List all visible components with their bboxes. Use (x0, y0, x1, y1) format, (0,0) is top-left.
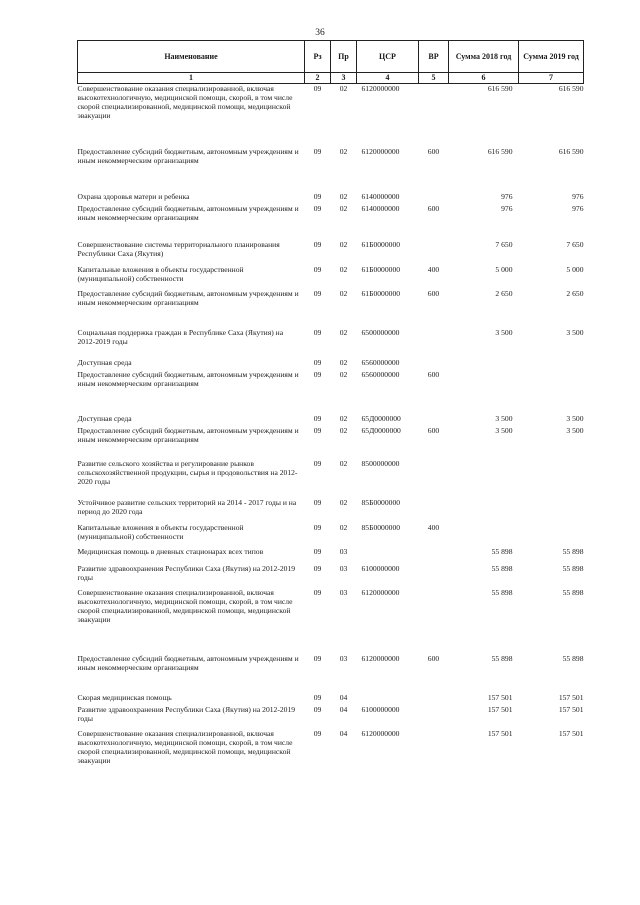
row-sum-2019-cell: 55 898 (562, 653, 584, 663)
row-csr-cell: 6140000000 (361, 203, 400, 213)
row-rz-cell: 09 (313, 357, 322, 367)
row-name-cell: Предоставление субсидий бюджетным, автономным учреждениям и иным некоммерческим организациям (77, 425, 299, 444)
row-vr-cell (419, 328, 449, 358)
row-vr-cell: 600 (427, 288, 440, 298)
row-sum-2018-cell: 157 501 (487, 704, 513, 714)
row-sum-2019-cell: 3 500 (566, 413, 584, 423)
row-vr-cell (419, 240, 449, 265)
row-vr-cell (419, 358, 449, 370)
row-sum-2018-cell (449, 498, 519, 523)
row-vr-cell (419, 414, 449, 426)
row-rz-cell: 09 (313, 546, 322, 556)
row-name-cell: Совершенствование оказания специализированной, включая высокотехнологичную, медицинской помощи, скорой, в том числе скорой специализированной, медицинской помощи, медицинской эвакуации (77, 728, 293, 765)
row-csr-cell: 6100000000 (361, 704, 400, 714)
row-pr-cell: 03 (339, 587, 348, 597)
row-sum-2019-cell (519, 523, 584, 547)
row-pr-cell: 04 (339, 704, 348, 714)
row-csr-cell: 85Б0000000 (361, 522, 401, 532)
row-sum-2018-cell: 157 501 (487, 728, 513, 738)
row-csr-cell: 61Б0000000 (361, 239, 401, 249)
row-pr-cell: 04 (339, 692, 348, 702)
row-rz-cell: 09 (313, 203, 322, 213)
table-body (78, 84, 584, 769)
row-vr-cell (419, 729, 449, 769)
row-name-cell: Предоставление субсидий бюджетным, автономным учреждениям и иным некоммерческим организациям (77, 288, 299, 307)
table-row (78, 370, 584, 414)
row-sum-2019-cell: 55 898 (562, 546, 584, 556)
row-pr-cell: 02 (339, 369, 348, 379)
table-row (78, 729, 584, 769)
table-row (78, 204, 584, 240)
column-number: 7 (519, 73, 584, 84)
table-row (78, 147, 584, 192)
row-csr-cell: 6560000000 (361, 357, 400, 367)
table-row (78, 265, 584, 289)
row-sum-2019-cell: 2 650 (566, 288, 584, 298)
row-name-cell: Скорая медицинская помощь (77, 692, 172, 702)
column-number: 6 (449, 73, 519, 84)
row-rz-cell: 09 (313, 413, 322, 423)
row-csr-cell: 6120000000 (361, 653, 400, 663)
row-csr-cell: 6100000000 (361, 563, 400, 573)
row-vr-cell (419, 192, 449, 204)
table-row (78, 192, 584, 204)
table-row (78, 289, 584, 328)
row-pr-cell: 04 (339, 728, 348, 738)
table-row (78, 547, 584, 564)
row-rz-cell: 09 (313, 563, 322, 573)
row-sum-2019-cell (519, 459, 584, 498)
row-name-cell: Совершенствование оказания специализированной, включая высокотехнологичную, медицинской помощи, скорой, в том числе скорой специализированной, медицинской помощи, медицинской эвакуации (77, 84, 293, 121)
table-row (78, 588, 584, 654)
row-pr-cell: 02 (339, 425, 348, 435)
row-sum-2018-cell (449, 459, 519, 498)
row-pr-cell: 02 (339, 357, 348, 367)
row-vr-cell (419, 498, 449, 523)
row-sum-2018-cell: 5 000 (495, 264, 513, 274)
row-pr-cell: 02 (339, 458, 348, 468)
row-rz-cell: 09 (313, 288, 322, 298)
column-header-name: Наименование (78, 41, 305, 73)
row-name-cell: Развитие здравоохранения Республики Саха (Якутия) на 2012-2019 годы (77, 563, 296, 582)
row-name-cell: Доступная среда (77, 357, 132, 367)
row-sum-2019-cell: 616 590 (558, 146, 584, 156)
row-csr-cell (357, 547, 419, 564)
row-vr-cell: 400 (427, 522, 440, 532)
column-number: 1 (78, 73, 305, 84)
row-pr-cell: 02 (339, 146, 348, 156)
column-header-csr: ЦСР (357, 41, 419, 73)
row-pr-cell: 02 (339, 191, 348, 201)
row-rz-cell: 09 (313, 728, 322, 738)
row-sum-2018-cell: 976 (501, 203, 513, 213)
row-sum-2018-cell: 55 898 (491, 587, 513, 597)
table-row (78, 564, 584, 588)
row-sum-2019-cell (519, 370, 584, 414)
row-pr-cell: 02 (339, 522, 348, 532)
row-sum-2018-cell: 7 650 (495, 239, 513, 249)
row-csr-cell: 85Б0000000 (361, 497, 401, 507)
row-pr-cell: 02 (339, 84, 348, 93)
row-rz-cell: 09 (313, 191, 322, 201)
table-header (78, 41, 584, 84)
row-csr-cell: 61Б0000000 (361, 264, 401, 274)
table-row (78, 84, 584, 147)
row-sum-2019-cell: 976 (572, 191, 584, 201)
row-vr-cell: 400 (427, 264, 440, 274)
row-name-cell: Капитальные вложения в объекты государственной (муниципальной) собственности (77, 522, 244, 541)
row-pr-cell: 02 (339, 264, 348, 274)
row-pr-cell: 02 (339, 288, 348, 298)
row-vr-cell: 600 (427, 203, 440, 213)
row-sum-2019-cell (519, 358, 584, 370)
table-row (78, 693, 584, 705)
row-sum-2019-cell: 3 500 (566, 425, 584, 435)
row-rz-cell: 09 (313, 653, 322, 663)
row-vr-cell: 600 (427, 653, 440, 663)
table-row (78, 328, 584, 358)
row-name-cell: Доступная среда (77, 413, 132, 423)
row-csr-cell: 6140000000 (361, 191, 400, 201)
row-sum-2019-cell: 7 650 (566, 239, 584, 249)
row-sum-2019-cell: 157 501 (558, 704, 584, 714)
row-pr-cell: 03 (339, 563, 348, 573)
column-number: 4 (357, 73, 419, 84)
row-csr-cell: 6120000000 (361, 146, 400, 156)
row-sum-2018-cell: 3 500 (495, 425, 513, 435)
row-sum-2018-cell: 616 590 (487, 84, 513, 93)
row-vr-cell (419, 459, 449, 498)
row-rz-cell: 09 (313, 239, 322, 249)
row-sum-2018-cell: 55 898 (491, 546, 513, 556)
row-csr-cell: 61Б0000000 (361, 288, 401, 298)
column-number: 5 (419, 73, 449, 84)
row-name-cell: Развитие сельского хозяйства и регулирование рынков сельскохозяйственной продукции, сырья и продовольствия на 2012-2020 годы (77, 458, 298, 486)
row-rz-cell: 09 (313, 458, 322, 468)
table-row (78, 523, 584, 547)
row-sum-2018-cell: 976 (501, 191, 513, 201)
row-vr-cell (419, 705, 449, 729)
table-row (78, 459, 584, 498)
row-rz-cell: 09 (313, 146, 322, 156)
row-pr-cell: 02 (339, 413, 348, 423)
row-pr-cell: 02 (339, 239, 348, 249)
row-name-cell: Охрана здоровья матери и ребенка (77, 191, 190, 201)
row-sum-2019-cell: 616 590 (558, 84, 584, 93)
row-sum-2018-cell: 157 501 (487, 692, 513, 702)
row-sum-2018-cell (449, 370, 519, 414)
table-row (78, 654, 584, 693)
row-vr-cell (419, 547, 449, 564)
row-sum-2018-cell: 2 650 (495, 288, 513, 298)
row-csr-cell (357, 693, 419, 705)
row-sum-2019-cell: 55 898 (562, 587, 584, 597)
row-csr-cell: 6560000000 (361, 369, 400, 379)
row-rz-cell: 09 (313, 264, 322, 274)
row-csr-cell: 65Д0000000 (361, 425, 401, 435)
row-vr-cell (419, 693, 449, 705)
row-csr-cell: 6120000000 (361, 587, 400, 597)
row-name-cell: Развитие здравоохранения Республики Саха (Якутия) на 2012-2019 годы (77, 704, 296, 723)
row-sum-2018-cell: 3 500 (495, 327, 513, 337)
row-sum-2018-cell: 55 898 (491, 653, 513, 663)
column-number: 3 (331, 73, 357, 84)
row-name-cell: Медицинская помощь в дневных стационарах всех типов (77, 546, 264, 556)
row-vr-cell: 600 (427, 369, 440, 379)
column-header-pr: Пр (331, 41, 357, 73)
table-row (78, 498, 584, 523)
row-sum-2018-cell: 616 590 (487, 146, 513, 156)
row-rz-cell: 09 (313, 587, 322, 597)
row-rz-cell: 09 (313, 425, 322, 435)
row-name-cell: Социальная поддержка граждан в Республике Саха (Якутия) на 2012-2019 годы (77, 327, 284, 346)
table-row (78, 358, 584, 370)
row-sum-2019-cell: 3 500 (566, 327, 584, 337)
row-name-cell: Предоставление субсидий бюджетным, автономным учреждениям и иным некоммерческим организациям (77, 369, 299, 388)
row-csr-cell: 8500000000 (361, 458, 400, 468)
row-vr-cell: 600 (427, 425, 440, 435)
column-header-sum-2019: Сумма 2019 год (519, 41, 584, 73)
row-rz-cell: 09 (313, 497, 322, 507)
row-sum-2019-cell: 157 501 (558, 692, 584, 702)
row-pr-cell: 03 (339, 653, 348, 663)
row-csr-cell: 6120000000 (361, 728, 400, 738)
row-rz-cell: 09 (313, 704, 322, 714)
row-sum-2018-cell (449, 358, 519, 370)
row-pr-cell: 02 (339, 203, 348, 213)
table-row (78, 414, 584, 426)
row-rz-cell: 09 (313, 692, 322, 702)
row-rz-cell: 09 (313, 327, 322, 337)
column-number: 2 (305, 73, 331, 84)
row-vr-cell: 600 (427, 146, 440, 156)
row-pr-cell: 02 (339, 327, 348, 337)
row-sum-2019-cell (519, 498, 584, 523)
row-name-cell: Устойчивое развитие сельских территорий на 2014 - 2017 годы и на период до 2020 года (77, 497, 297, 516)
table-row (78, 240, 584, 265)
row-sum-2018-cell (449, 523, 519, 547)
row-pr-cell: 02 (339, 497, 348, 507)
row-vr-cell (419, 564, 449, 588)
row-name-cell: Совершенствование системы территориального планирования Республики Саха (Якутия) (77, 239, 280, 258)
row-vr-cell (419, 84, 449, 147)
row-name-cell: Предоставление субсидий бюджетным, автономным учреждениям и иным некоммерческим организациям (77, 146, 299, 165)
row-sum-2019-cell: 5 000 (566, 264, 584, 274)
row-rz-cell: 09 (313, 369, 322, 379)
row-name-cell: Капитальные вложения в объекты государственной (муниципальной) собственности (77, 264, 244, 283)
page-number: 36 (315, 28, 325, 38)
row-sum-2019-cell: 55 898 (562, 563, 584, 573)
row-rz-cell: 09 (313, 84, 322, 93)
budget-table (77, 40, 584, 769)
column-header-rz: Рз (305, 41, 331, 73)
row-pr-cell: 03 (339, 546, 348, 556)
row-vr-cell (419, 588, 449, 654)
row-csr-cell: 6500000000 (361, 327, 400, 337)
row-name-cell: Предоставление субсидий бюджетным, автономным учреждениям и иным некоммерческим организациям (77, 203, 299, 222)
row-csr-cell: 6120000000 (361, 84, 400, 93)
row-name-cell: Предоставление субсидий бюджетным, автономным учреждениям и иным некоммерческим организациям (77, 653, 299, 672)
table-row (78, 705, 584, 729)
row-sum-2018-cell: 3 500 (495, 413, 513, 423)
row-csr-cell: 65Д0000000 (361, 413, 401, 423)
row-sum-2018-cell: 55 898 (491, 563, 513, 573)
row-sum-2019-cell: 157 501 (558, 728, 584, 738)
column-header-vr: ВР (419, 41, 449, 73)
row-sum-2019-cell: 976 (572, 203, 584, 213)
table-row (78, 426, 584, 459)
row-name-cell: Совершенствование оказания специализированной, включая высокотехнологичную, медицинской помощи, скорой, в том числе скорой специализированной, медицинской помощи, медицинской эвакуации (77, 587, 293, 624)
row-rz-cell: 09 (313, 522, 322, 532)
column-header-sum-2018: Сумма 2018 год (449, 41, 519, 73)
